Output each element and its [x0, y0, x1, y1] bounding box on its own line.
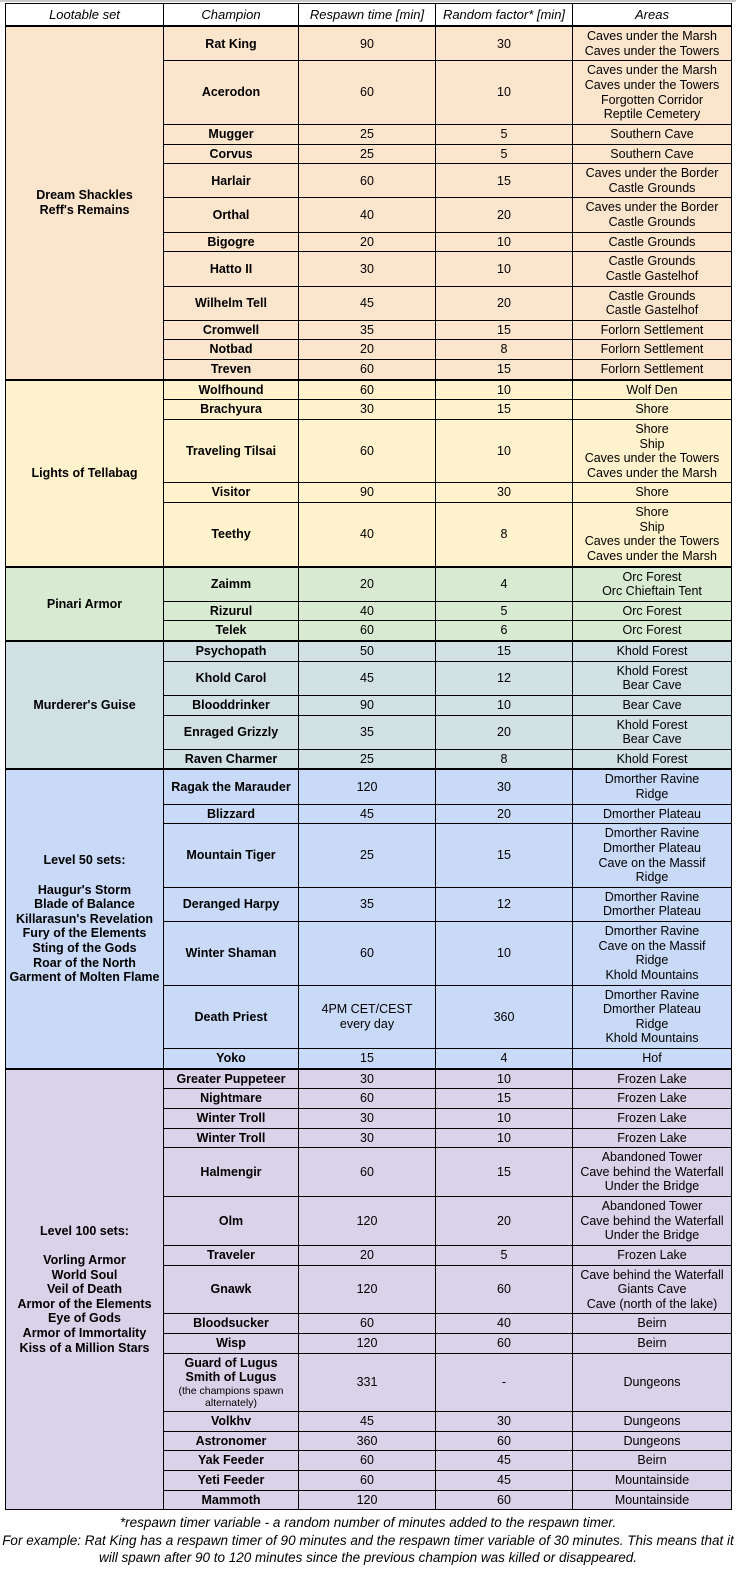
respawn-time-cell: 60	[299, 360, 436, 380]
lootable-set-cell: Dream Shackles Reff's Remains	[6, 26, 164, 380]
respawn-time-cell: 60	[299, 1451, 436, 1471]
areas-cell: Castle Grounds	[573, 232, 732, 252]
champion-cell: Wilhelm Tell	[164, 286, 299, 320]
random-factor-cell: 8	[436, 749, 573, 769]
random-factor-cell: 20	[436, 715, 573, 749]
areas-cell: Abandoned Tower Cave behind the Waterfall Under the Bridge	[573, 1148, 732, 1197]
champion-cell: Ragak the Marauder	[164, 769, 299, 804]
respawn-time-cell: 60	[299, 1089, 436, 1109]
champion-cell: Blooddrinker	[164, 695, 299, 715]
champion-cell: Rat King	[164, 26, 299, 61]
random-factor-cell: 20	[436, 198, 573, 232]
respawn-time-cell: 60	[299, 164, 436, 198]
areas-cell: Abandoned Tower Cave behind the Waterfall Under the Bridge	[573, 1197, 732, 1246]
champion-cell: Wolfhound	[164, 380, 299, 400]
random-factor-cell: 10	[436, 922, 573, 986]
respawn-time-cell: 90	[299, 26, 436, 61]
random-factor-cell: 12	[436, 887, 573, 921]
respawn-time-cell: 35	[299, 715, 436, 749]
champion-cell: Traveler	[164, 1245, 299, 1265]
col-header-champion: Champion	[164, 4, 299, 27]
header-row	[6, 4, 732, 27]
random-factor-cell: 4	[436, 567, 573, 602]
respawn-time-cell: 360	[299, 1431, 436, 1451]
champion-cell: Gnawk	[164, 1265, 299, 1314]
respawn-time-cell: 20	[299, 340, 436, 360]
random-factor-cell: 5	[436, 144, 573, 164]
champion-cell: Yeti Feeder	[164, 1470, 299, 1490]
random-factor-cell: 10	[436, 695, 573, 715]
champion-cell: Yak Feeder	[164, 1451, 299, 1471]
random-factor-cell: 60	[436, 1490, 573, 1510]
random-factor-cell: 15	[436, 824, 573, 888]
random-factor-cell: 360	[436, 985, 573, 1049]
respawn-time-cell: 20	[299, 232, 436, 252]
random-factor-cell: 15	[436, 1089, 573, 1109]
random-factor-cell: 20	[436, 286, 573, 320]
areas-cell: Forlorn Settlement	[573, 360, 732, 380]
respawn-time-cell: 25	[299, 144, 436, 164]
champion-cell: Harlair	[164, 164, 299, 198]
col-header-respawn-time: Respawn time [min]	[299, 4, 436, 27]
random-factor-cell: 6	[436, 621, 573, 641]
areas-cell: Orc Forest	[573, 621, 732, 641]
areas-cell: Dmorther Plateau	[573, 804, 732, 824]
champion-cell: Guard of Lugus Smith of Lugus (the champions spawn alternately)	[164, 1353, 299, 1411]
areas-cell: Caves under the Border Castle Grounds	[573, 198, 732, 232]
respawn-time-cell: 15	[299, 1049, 436, 1069]
respawn-time-cell: 60	[299, 1470, 436, 1490]
champion-cell: Astronomer	[164, 1431, 299, 1451]
random-factor-cell: 10	[436, 232, 573, 252]
lootable-set-cell: Lights of Tellabag	[6, 380, 164, 567]
random-factor-cell: 60	[436, 1265, 573, 1314]
areas-cell: Khold Forest	[573, 641, 732, 661]
respawn-time-cell: 60	[299, 1148, 436, 1197]
areas-cell: Shore	[573, 483, 732, 503]
champion-cell: Mammoth	[164, 1490, 299, 1510]
champions-table	[5, 3, 732, 1510]
footnote-line-2: For example: Rat King has a respawn timer of 90 minutes and the respawn timer variable of 30 minutes. This means that it will spawn after 90 to 120 minutes since the previous champion was killed or disappeared.	[2, 1532, 734, 1566]
champion-cell: Hatto II	[164, 252, 299, 286]
areas-cell: Frozen Lake	[573, 1069, 732, 1089]
areas-cell: Khold Forest Bear Cave	[573, 661, 732, 695]
areas-cell: Southern Cave	[573, 124, 732, 144]
respawn-time-cell: 45	[299, 804, 436, 824]
respawn-time-cell: 120	[299, 1197, 436, 1246]
areas-cell: Wolf Den	[573, 380, 732, 400]
areas-cell: Dmorther Ravine Dmorther Plateau Cave on the Massif Ridge	[573, 824, 732, 888]
random-factor-cell: 45	[436, 1470, 573, 1490]
champion-cell: Psychopath	[164, 641, 299, 661]
areas-cell: Khold Forest	[573, 749, 732, 769]
respawn-time-cell: 30	[299, 400, 436, 420]
random-factor-cell: 10	[436, 380, 573, 400]
respawn-time-cell: 30	[299, 1108, 436, 1128]
random-factor-cell: 15	[436, 360, 573, 380]
areas-cell: Mountainside	[573, 1470, 732, 1490]
random-factor-cell: 5	[436, 601, 573, 621]
areas-cell: Shore Ship Caves under the Towers Caves under the Marsh	[573, 419, 732, 483]
respawn-time-cell: 60	[299, 922, 436, 986]
random-factor-cell: 15	[436, 320, 573, 340]
champion-cell: Mugger	[164, 124, 299, 144]
areas-cell: Frozen Lake	[573, 1128, 732, 1148]
areas-cell: Beirn	[573, 1334, 732, 1354]
champion-cell: Bigogre	[164, 232, 299, 252]
respawn-time-cell: 35	[299, 320, 436, 340]
respawn-time-cell: 30	[299, 1069, 436, 1089]
respawn-time-cell: 45	[299, 1412, 436, 1432]
respawn-time-cell: 40	[299, 601, 436, 621]
areas-cell: Hof	[573, 1049, 732, 1069]
respawn-time-cell: 25	[299, 749, 436, 769]
respawn-time-cell: 60	[299, 621, 436, 641]
areas-cell: Khold Forest Bear Cave	[573, 715, 732, 749]
random-factor-cell: 10	[436, 252, 573, 286]
random-factor-cell: 12	[436, 661, 573, 695]
random-factor-cell: 10	[436, 1128, 573, 1148]
champion-cell: Treven	[164, 360, 299, 380]
areas-cell: Dungeons	[573, 1353, 732, 1411]
respawn-time-cell: 90	[299, 483, 436, 503]
areas-cell: Forlorn Settlement	[573, 340, 732, 360]
champion-cell: Cromwell	[164, 320, 299, 340]
random-factor-cell: 20	[436, 804, 573, 824]
random-factor-cell: 8	[436, 503, 573, 567]
champion-cell: Zaimm	[164, 567, 299, 602]
random-factor-cell: -	[436, 1353, 573, 1411]
respawn-time-cell: 60	[299, 1314, 436, 1334]
random-factor-cell: 20	[436, 1197, 573, 1246]
champion-cell: Corvus	[164, 144, 299, 164]
champion-cell: Teethy	[164, 503, 299, 567]
respawn-time-cell: 60	[299, 61, 436, 125]
champion-cell: Traveling Tilsai	[164, 419, 299, 483]
footnote-line-1: *respawn timer variable - a random number of minutes added to the respawn timer.	[119, 1515, 617, 1531]
random-factor-cell: 5	[436, 1245, 573, 1265]
random-factor-cell: 10	[436, 61, 573, 125]
respawn-time-cell: 35	[299, 887, 436, 921]
areas-cell: Cave behind the Waterfall Giants Cave Cave (north of the lake)	[573, 1265, 732, 1314]
respawn-time-cell: 90	[299, 695, 436, 715]
areas-cell: Mountainside	[573, 1490, 732, 1510]
random-factor-cell: 8	[436, 340, 573, 360]
areas-cell: Dungeons	[573, 1431, 732, 1451]
areas-cell: Shore	[573, 400, 732, 420]
table-row	[6, 567, 732, 602]
respawn-time-cell: 120	[299, 1265, 436, 1314]
champion-cell: Volkhv	[164, 1412, 299, 1432]
table-row	[6, 1069, 732, 1089]
random-factor-cell: 10	[436, 1108, 573, 1128]
champion-cell: Brachyura	[164, 400, 299, 420]
areas-cell: Dmorther Ravine Dmorther Plateau	[573, 887, 732, 921]
respawn-time-cell: 120	[299, 1334, 436, 1354]
champion-cell: Death Priest	[164, 985, 299, 1049]
random-factor-cell: 30	[436, 1412, 573, 1432]
random-factor-cell: 15	[436, 164, 573, 198]
random-factor-cell: 5	[436, 124, 573, 144]
random-factor-cell: 30	[436, 26, 573, 61]
areas-cell: Castle Grounds Castle Gastelhof	[573, 286, 732, 320]
lootable-set-cell: Level 50 sets: Haugur's Storm Blade of Balance Killarasun's Revelation Fury of the Elements Sting of the Gods Roar of the North Garment of Molten Flame	[6, 769, 164, 1068]
areas-cell: Southern Cave	[573, 144, 732, 164]
areas-cell: Bear Cave	[573, 695, 732, 715]
random-factor-cell: 40	[436, 1314, 573, 1334]
champion-cell: Yoko	[164, 1049, 299, 1069]
random-factor-cell: 15	[436, 641, 573, 661]
respawn-time-cell: 40	[299, 503, 436, 567]
champion-cell: Telek	[164, 621, 299, 641]
areas-cell: Orc Forest Orc Chieftain Tent	[573, 567, 732, 602]
random-factor-cell: 4	[436, 1049, 573, 1069]
champion-cell: Olm	[164, 1197, 299, 1246]
random-factor-cell: 15	[436, 400, 573, 420]
table-row	[6, 26, 732, 61]
champion-cell: Nightmare	[164, 1089, 299, 1109]
areas-cell: Orc Forest	[573, 601, 732, 621]
random-factor-cell: 30	[436, 769, 573, 804]
random-factor-cell: 10	[436, 419, 573, 483]
champion-cell: Winter Troll	[164, 1128, 299, 1148]
champion-cell: Notbad	[164, 340, 299, 360]
areas-cell: Dungeons	[573, 1412, 732, 1432]
champion-cell: Wisp	[164, 1334, 299, 1354]
random-factor-cell: 10	[436, 1069, 573, 1089]
areas-cell: Frozen Lake	[573, 1245, 732, 1265]
areas-cell: Frozen Lake	[573, 1089, 732, 1109]
table-row	[6, 769, 732, 804]
respawn-time-cell: 50	[299, 641, 436, 661]
respawn-time-cell: 25	[299, 824, 436, 888]
champion-cell: Visitor	[164, 483, 299, 503]
respawn-time-cell: 331	[299, 1353, 436, 1411]
champion-cell: Winter Shaman	[164, 922, 299, 986]
random-factor-cell: 60	[436, 1431, 573, 1451]
areas-cell: Dmorther Ravine Dmorther Plateau Ridge Khold Mountains	[573, 985, 732, 1049]
footnote	[0, 1510, 736, 1573]
areas-cell: Forlorn Settlement	[573, 320, 732, 340]
areas-cell: Dmorther Ravine Ridge	[573, 769, 732, 804]
col-header-lootable-set: Lootable set	[6, 4, 164, 27]
areas-cell: Caves under the Marsh Caves under the Towers	[573, 26, 732, 61]
respawn-time-cell: 45	[299, 661, 436, 695]
table-row	[6, 641, 732, 661]
areas-cell: Caves under the Marsh Caves under the Towers Forgotten Corridor Reptile Cemetery	[573, 61, 732, 125]
respawn-time-cell: 40	[299, 198, 436, 232]
respawn-time-cell: 60	[299, 419, 436, 483]
champion-cell: Khold Carol	[164, 661, 299, 695]
respawn-time-cell: 30	[299, 252, 436, 286]
champion-cell: Bloodsucker	[164, 1314, 299, 1334]
respawn-time-cell: 20	[299, 567, 436, 602]
respawn-time-cell: 20	[299, 1245, 436, 1265]
champion-cell: Rizurul	[164, 601, 299, 621]
table-row	[6, 380, 732, 400]
random-factor-cell: 45	[436, 1451, 573, 1471]
champion-cell: Halmengir	[164, 1148, 299, 1197]
areas-cell: Castle Grounds Castle Gastelhof	[573, 252, 732, 286]
col-header-areas: Areas	[573, 4, 732, 27]
areas-cell: Frozen Lake	[573, 1108, 732, 1128]
respawn-time-cell: 120	[299, 1490, 436, 1510]
lootable-set-cell: Pinari Armor	[6, 567, 164, 642]
lootable-set-cell: Level 100 sets: Vorling Armor World Soul Veil of Death Armor of the Elements Eye of Gods Armor of Immortality Kiss of a Million Stars	[6, 1069, 164, 1510]
champion-cell: Winter Troll	[164, 1108, 299, 1128]
champion-cell: Greater Puppeteer	[164, 1069, 299, 1089]
random-factor-cell: 60	[436, 1334, 573, 1354]
champion-cell: Acerodon	[164, 61, 299, 125]
random-factor-cell: 15	[436, 1148, 573, 1197]
areas-cell: Shore Ship Caves under the Towers Caves under the Marsh	[573, 503, 732, 567]
lootable-set-cell: Murderer's Guise	[6, 641, 164, 769]
table-body	[6, 26, 732, 1510]
champion-cell: Raven Charmer	[164, 749, 299, 769]
respawn-time-cell: 4PM CET/CEST every day	[299, 985, 436, 1049]
respawn-time-cell: 45	[299, 286, 436, 320]
respawn-time-cell: 120	[299, 769, 436, 804]
respawn-time-cell: 60	[299, 380, 436, 400]
champion-cell: Enraged Grizzly	[164, 715, 299, 749]
col-header-random-factor: Random factor* [min]	[436, 4, 573, 27]
areas-cell: Caves under the Border Castle Grounds	[573, 164, 732, 198]
respawn-time-cell: 25	[299, 124, 436, 144]
respawn-time-cell: 30	[299, 1128, 436, 1148]
areas-cell: Beirn	[573, 1451, 732, 1471]
champion-cell: Orthal	[164, 198, 299, 232]
areas-cell: Beirn	[573, 1314, 732, 1334]
champion-cell: Deranged Harpy	[164, 887, 299, 921]
areas-cell: Dmorther Ravine Cave on the Massif Ridge Khold Mountains	[573, 922, 732, 986]
random-factor-cell: 30	[436, 483, 573, 503]
champion-cell: Blizzard	[164, 804, 299, 824]
champion-cell: Mountain Tiger	[164, 824, 299, 888]
